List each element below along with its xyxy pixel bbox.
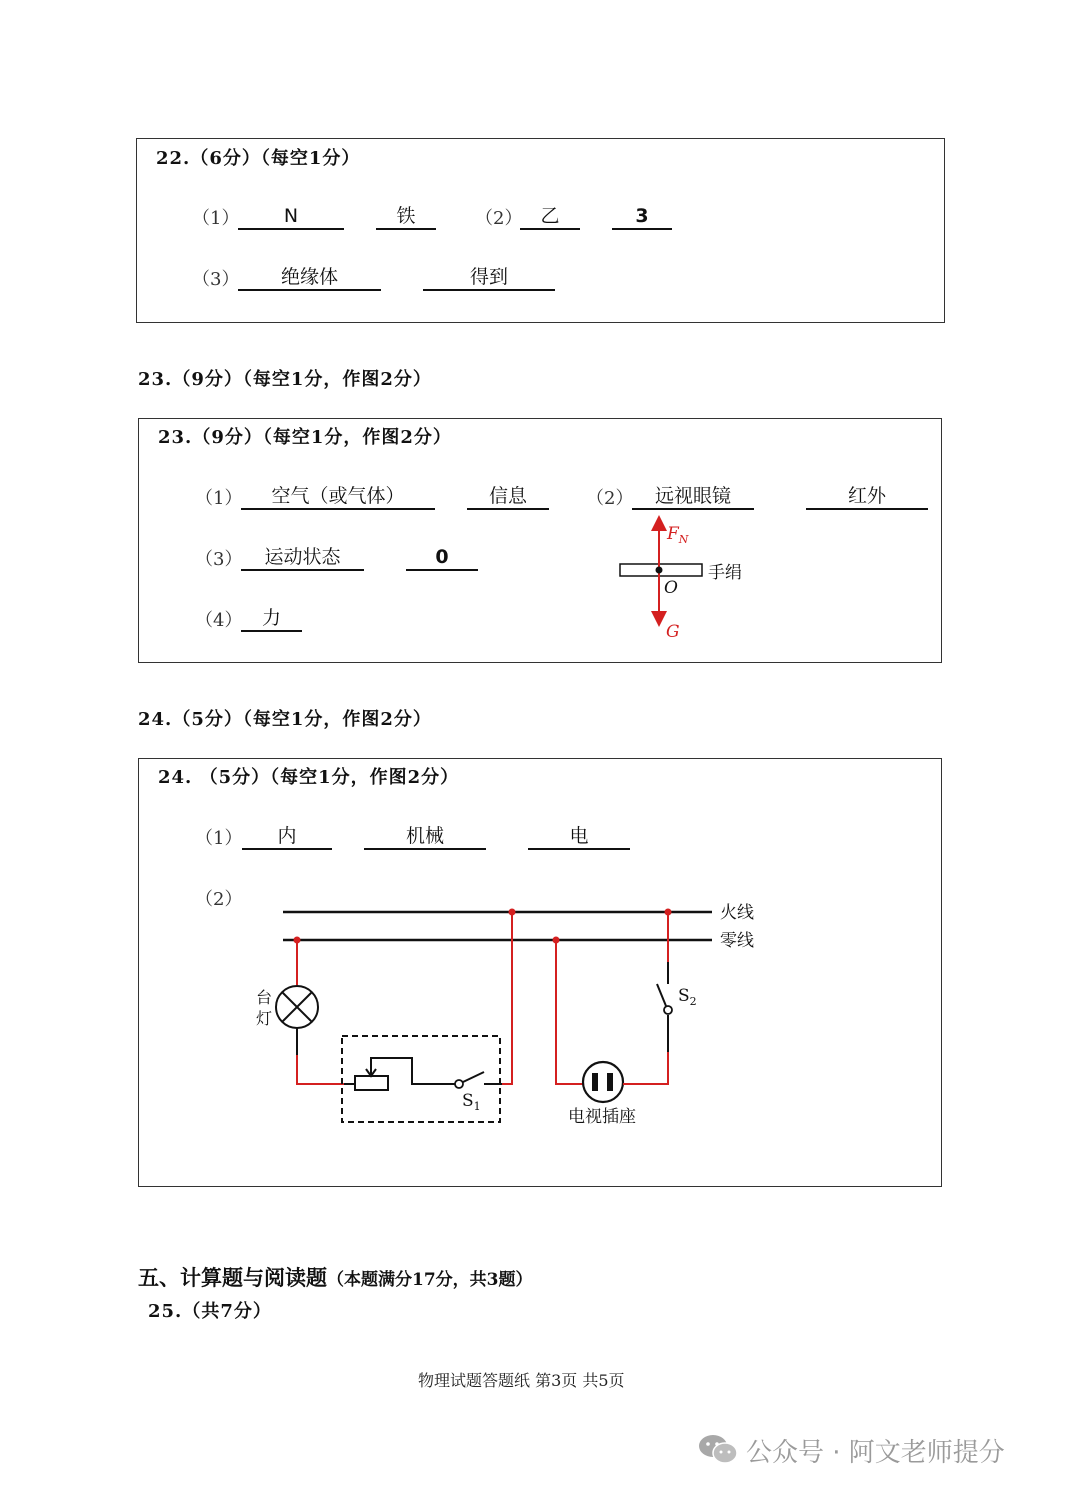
switch-s1-icon (455, 1080, 463, 1088)
q23-label-2: （2） (586, 488, 634, 509)
q23-answer-4: 力 (241, 606, 302, 632)
q23-answer-3a: 运动状态 (241, 545, 364, 571)
lamp-label-2: 灯 (256, 1009, 273, 1028)
q22-answer-1b: 铁 (376, 204, 436, 230)
q22-answer-1a: N (238, 204, 344, 230)
live-wire-label: 火线 (720, 903, 754, 923)
q23-answer-1a: 空气（或气体） (241, 484, 435, 510)
q24-answer-1b: 机械 (364, 824, 486, 850)
lamp-label-1: 台 (256, 988, 273, 1007)
q24-label-2: （2） (195, 889, 243, 910)
watermark-text: 公众号 · 阿文老师提分 (746, 1438, 1005, 1468)
neutral-wire-label: 零线 (720, 931, 754, 951)
q22-answer-3b: 得到 (423, 265, 555, 291)
s1-node (509, 909, 516, 916)
rheostat-icon (355, 1076, 388, 1090)
circuit-diagram (240, 890, 780, 1140)
object-label: 手绢 (708, 563, 742, 583)
q22-label-3: （3） (192, 269, 240, 290)
section5-title-text: 五、计算题与阅读题 (138, 1266, 327, 1290)
q23-box-title: 23.（9分）（每空1分，作图2分） (158, 427, 452, 448)
section5-title (138, 1262, 533, 1292)
q22-label-1: （1） (192, 208, 240, 229)
switch-s2-icon (664, 1006, 672, 1014)
force-down-label: G (666, 622, 680, 642)
force-up-label: $F_N$ (667, 524, 689, 546)
socket-node (553, 937, 560, 944)
q23-heading: 23.（9分）（每空1分，作图2分） (138, 369, 432, 390)
page-footer: 物理试题答题纸 第3页 共5页 (418, 1371, 625, 1390)
q23-answer-2a: 远视眼镜 (632, 484, 754, 510)
s2-node (665, 909, 672, 916)
switch-s1-label: $S_1$ (462, 1091, 481, 1113)
q24-answer-1a: 内 (242, 824, 332, 850)
switch-s2-label: $S_2$ (678, 986, 697, 1008)
q23-answer-2b: 红外 (806, 484, 928, 510)
q23-label-1: （1） (195, 488, 243, 509)
q23-label-3: （3） (195, 549, 243, 570)
q24-box-title: 24. （5分）（每空1分，作图2分） (158, 767, 460, 788)
q22-answer-2a: 乙 (520, 204, 580, 230)
q24-heading: 24.（5分）（每空1分，作图2分） (138, 709, 432, 730)
section5-note: （本题满分17分，共3题） (327, 1270, 533, 1290)
tv-socket-icon (583, 1062, 623, 1102)
q22-box-title: 22.（6分）（每空1分） (156, 148, 361, 169)
wechat-icon (698, 1432, 738, 1466)
q24-label-1: （1） (195, 828, 243, 849)
q24-answer-1c: 电 (528, 824, 630, 850)
q22-label-2: （2） (475, 208, 523, 229)
tv-socket-label: 电视插座 (568, 1107, 636, 1127)
point-o (656, 567, 663, 574)
force-diagram (600, 515, 780, 645)
q23-answer-1b: 信息 (467, 484, 549, 510)
q25-heading: 25.（共7分） (148, 1301, 272, 1322)
q23-label-4: （4） (195, 610, 243, 631)
q22-answer-2b: 3 (612, 204, 672, 230)
q23-answer-3b: 0 (406, 545, 478, 571)
point-o-label: O (664, 578, 678, 598)
lamp-node (294, 937, 301, 944)
q22-answer-3a: 绝缘体 (238, 265, 381, 291)
